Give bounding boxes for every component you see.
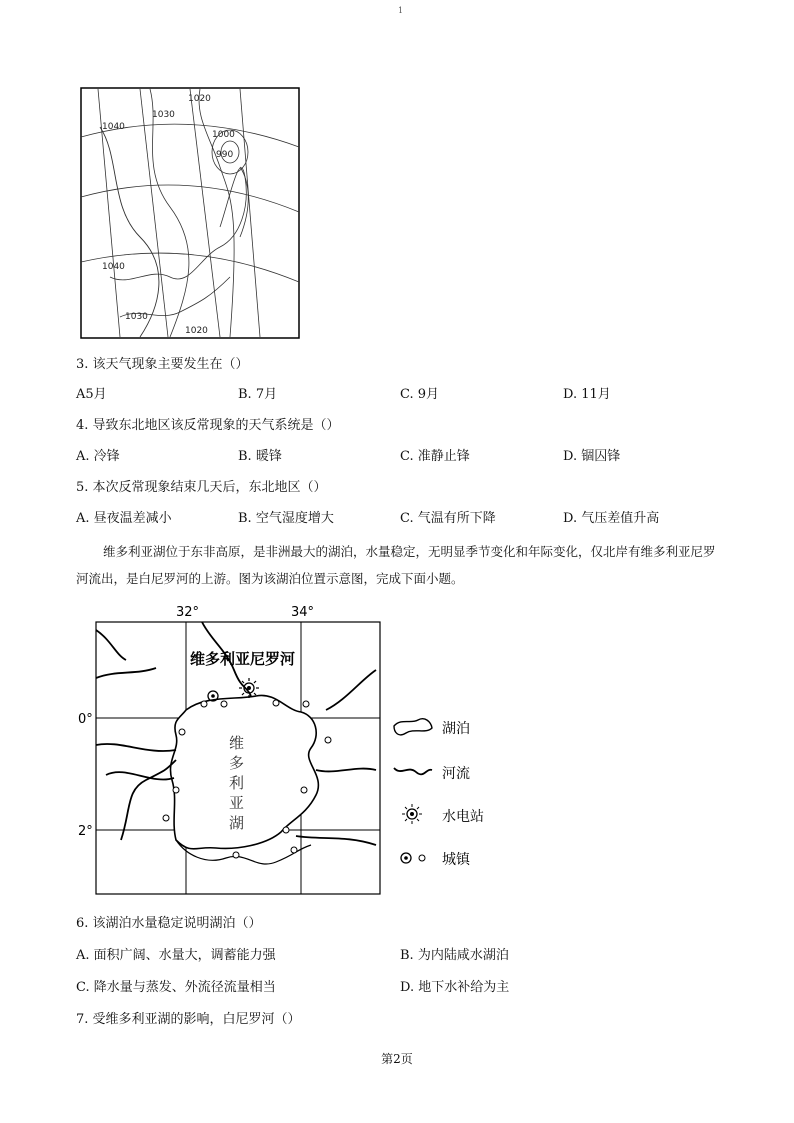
legend-label: 湖泊 <box>442 721 470 737</box>
question-7: 7. 受维多利亚湖的影响，白尼罗河（） <box>76 1012 301 1027</box>
lake-label-char: 多 <box>229 754 245 772</box>
q3-option-b[interactable]: B. 7月 <box>238 387 278 402</box>
question-3: 3. 该天气现象主要发生在（） <box>76 357 249 372</box>
passage: 维多利亚湖位于东非高原，是非洲最大的湖泊，水量稳定，无明显季节变化和年际变化，仅北岸有维多利亚尼罗河流出，是白尼罗河的上游。图为该湖泊位置示意图，完成下面小题。 <box>76 544 716 586</box>
q6-option-d[interactable]: D. 地下水补给为主 <box>400 980 510 995</box>
isobar-label: 990 <box>216 150 234 160</box>
lake-map <box>76 600 496 900</box>
lake-label-char: 湖 <box>229 814 245 832</box>
q5-option-c[interactable]: C. 气温有所下降 <box>400 511 496 526</box>
q6-option-b[interactable]: B. 为内陆咸水湖泊 <box>400 948 509 963</box>
lake-label-char: 亚 <box>229 794 245 812</box>
q4-option-b[interactable]: B. 暖锋 <box>238 449 282 464</box>
lat-label-0: 0° <box>78 712 93 727</box>
q5-option-a[interactable]: A. 昼夜温差减小 <box>76 511 172 526</box>
q3-option-c[interactable]: C. 9月 <box>400 387 440 402</box>
isobar-label: 1040 <box>102 262 125 272</box>
q6-option-c[interactable]: C. 降水量与蒸发、外流径流量相当 <box>76 980 276 995</box>
q5-option-d[interactable]: D. 气压差值升高 <box>563 511 660 526</box>
hydropower-icon <box>402 804 422 824</box>
page-footer: 第2页 <box>381 1052 413 1066</box>
isobar-label: 1030 <box>152 110 175 120</box>
q5-option-b[interactable]: B. 空气湿度增大 <box>238 511 334 526</box>
isobar-label: 1000 <box>212 130 235 140</box>
isobar-label: 1030 <box>125 312 148 322</box>
legend-label: 城镇 <box>442 852 470 868</box>
q4-option-c[interactable]: C. 准静止锋 <box>400 449 470 464</box>
lon-label-32: 32° <box>176 605 200 620</box>
q3-option-a[interactable]: A5月 <box>76 387 107 402</box>
river-label: 维多利亚尼罗河 <box>190 650 296 668</box>
lat-label-2: 2° <box>78 824 93 839</box>
lake-icon <box>394 719 432 735</box>
page-mark: 1 <box>398 6 404 15</box>
isobar-label: 1020 <box>185 326 208 336</box>
lon-label-34: 34° <box>291 605 315 620</box>
hydropower-station-icon <box>239 678 259 698</box>
isobar-map <box>80 87 300 339</box>
legend <box>394 719 484 868</box>
q6-option-a[interactable]: A. 面积广阔、水量大，调蓄能力强 <box>76 948 276 963</box>
legend-label: 河流 <box>442 766 470 782</box>
question-4: 4. 导致东北地区该反常现象的天气系统是（） <box>76 418 340 433</box>
town-icon <box>401 853 425 863</box>
legend-label: 水电站 <box>442 809 484 825</box>
lake-label-char: 利 <box>229 774 245 792</box>
isobar-label: 1020 <box>188 94 211 104</box>
question-5: 5. 本次反常现象结束几天后，东北地区（） <box>76 480 327 495</box>
river-icon <box>394 768 432 774</box>
lake-label-char: 维 <box>229 734 245 752</box>
question-6: 6. 该湖泊水量稳定说明湖泊（） <box>76 916 262 931</box>
q4-option-a[interactable]: A. 冷锋 <box>76 449 120 464</box>
q4-option-d[interactable]: D. 锢囚锋 <box>563 449 621 464</box>
isobar-label: 1040 <box>102 122 125 132</box>
q3-option-d[interactable]: D. 11月 <box>563 387 611 402</box>
